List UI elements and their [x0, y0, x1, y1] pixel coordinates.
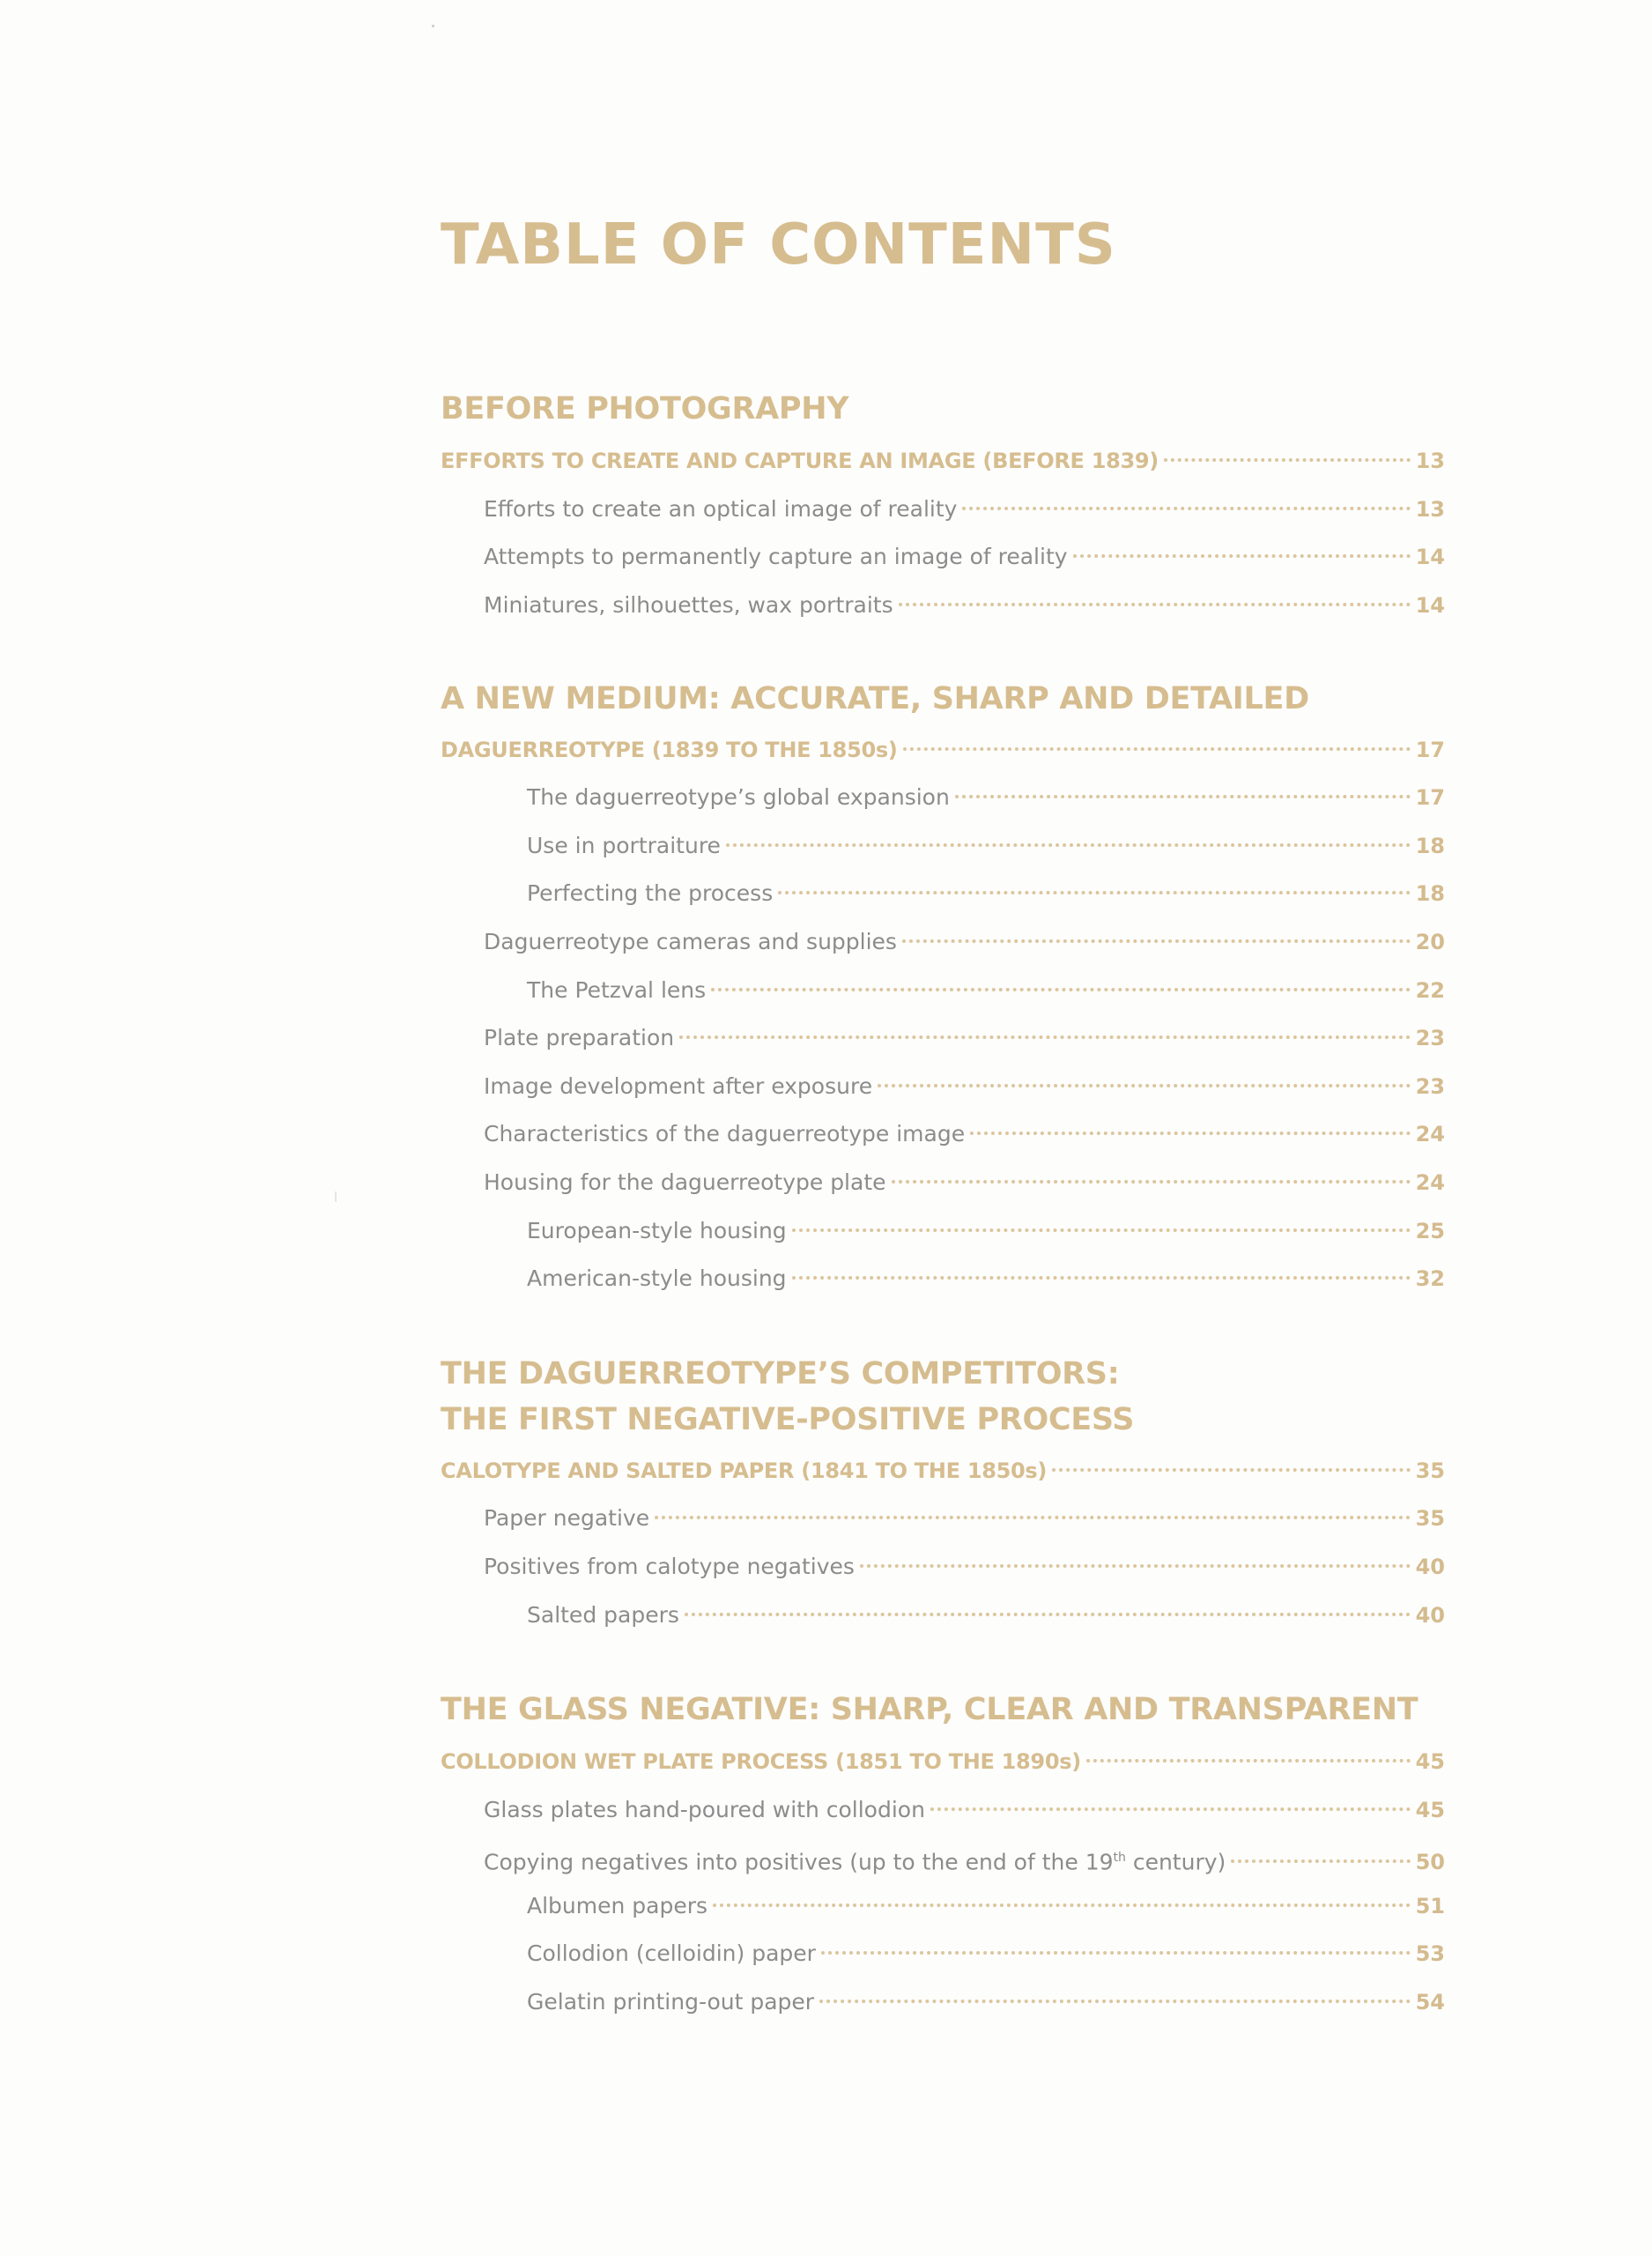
toc-entry[interactable] — [527, 1255, 1445, 1302]
toc-entry[interactable] — [527, 870, 1445, 917]
dot-leader — [930, 1807, 1411, 1811]
toc-entry-label: Efforts to create an optical image of reality — [484, 496, 958, 522]
toc-page-number: 25 — [1415, 1219, 1445, 1243]
toc-entry-label: Glass plates hand-poured with collodion — [484, 1797, 925, 1822]
dot-leader — [892, 1180, 1411, 1184]
dot-leader — [962, 507, 1410, 510]
dot-leader — [1164, 458, 1411, 462]
toc-entry[interactable] — [527, 1882, 1445, 1930]
toc-entry-label: Salted papers — [527, 1602, 679, 1628]
toc-page-number: 32 — [1415, 1266, 1445, 1291]
dot-leader — [1231, 1859, 1410, 1863]
toc-entry-label: COLLODION WET PLATE PROCESS (1851 TO THE 1890s) — [441, 1749, 1081, 1774]
section-heading-before-photography: BEFORE PHOTOGRAPHY — [441, 391, 849, 427]
toc-page-number: 23 — [1415, 1074, 1445, 1099]
toc-page-number: 35 — [1415, 1506, 1445, 1531]
toc-page-number: 51 — [1415, 1894, 1445, 1918]
toc-entry-label — [484, 1834, 1226, 1886]
toc-entry[interactable] — [441, 437, 1445, 485]
toc-entry-label: Positives from calotype negatives — [484, 1554, 855, 1579]
toc-page-number: 13 — [1415, 497, 1445, 522]
toc-entry-label: Use in portraiture — [527, 833, 721, 858]
toc-page-number: 24 — [1415, 1122, 1445, 1147]
toc-entry[interactable] — [441, 726, 1445, 774]
scan-mark — [335, 1191, 337, 1202]
toc-entry-label-part: century) — [1125, 1849, 1226, 1875]
toc-entry-label: DAGUERREOTYPE (1839 TO THE 1850s) — [441, 738, 898, 762]
dot-leader — [903, 747, 1411, 751]
section-heading-competitors-line-1: THE DAGUERREOTYPE’S COMPETITORS: — [441, 1356, 1120, 1391]
toc-entry-label: Collodion (celloidin) paper — [527, 1941, 816, 1966]
toc-entry[interactable] — [484, 582, 1445, 629]
toc-page-number: 50 — [1415, 1850, 1445, 1875]
toc-entry-label: Gelatin printing-out paper — [527, 1989, 815, 2015]
section-heading-glass-negative: THE GLASS NEGATIVE: SHARP, CLEAR AND TRANSPARENT — [441, 1692, 1419, 1727]
toc-entry[interactable] — [484, 1786, 1445, 1834]
dot-leader — [902, 939, 1411, 943]
toc-entry-label: EFFORTS TO CREATE AND CAPTURE AN IMAGE (BEFORE 1839) — [441, 449, 1159, 473]
toc-entry[interactable] — [527, 1207, 1445, 1255]
toc-entry-label: Housing for the daguerreotype plate — [484, 1169, 886, 1195]
dot-leader — [821, 1951, 1411, 1955]
toc-page-number: 24 — [1415, 1170, 1445, 1195]
dot-leader — [726, 843, 1411, 847]
toc-page-number: 20 — [1415, 930, 1445, 954]
toc-entry-label: Daguerreotype cameras and supplies — [484, 929, 897, 954]
dot-leader — [955, 795, 1411, 798]
toc-entry-label: Plate preparation — [484, 1025, 675, 1050]
toc-entry-label-part: Copying negatives into positives (up to the end of the 19 — [484, 1849, 1114, 1875]
toc-entry-label: Albumen papers — [527, 1893, 708, 1918]
toc-entry-label: American-style housing — [527, 1265, 787, 1291]
dot-leader — [778, 891, 1410, 894]
toc-page-number: 54 — [1415, 1990, 1445, 2015]
page-title: TABLE OF CONTENTS — [441, 212, 1116, 278]
toc-page-number: 17 — [1415, 785, 1445, 810]
toc-entry[interactable] — [484, 486, 1445, 533]
dot-leader — [1086, 1759, 1411, 1762]
section-heading-new-medium: A NEW MEDIUM: ACCURATE, SHARP AND DETAILED — [441, 681, 1309, 716]
toc-page-number: 18 — [1415, 881, 1445, 906]
toc-page-number: 13 — [1415, 449, 1445, 473]
toc-entry[interactable] — [484, 1543, 1445, 1591]
dot-leader — [655, 1516, 1411, 1519]
toc-entry[interactable] — [484, 1110, 1445, 1158]
toc-entry-label: Perfecting the process — [527, 880, 774, 906]
toc-entry-label: European-style housing — [527, 1218, 787, 1243]
toc-entry[interactable] — [484, 1014, 1445, 1062]
dot-leader — [1052, 1468, 1411, 1472]
toc-page-number: 45 — [1415, 1749, 1445, 1774]
dot-leader — [860, 1564, 1411, 1568]
toc-entry[interactable] — [484, 1063, 1445, 1110]
dot-leader — [792, 1228, 1411, 1232]
toc-entry[interactable] — [484, 918, 1445, 966]
scan-speck — [432, 25, 434, 27]
dot-leader — [679, 1035, 1410, 1039]
toc-entry[interactable] — [527, 1930, 1445, 1978]
toc-entry-label: Image development after exposure — [484, 1073, 873, 1099]
toc-page-number: 53 — [1415, 1941, 1445, 1966]
dot-leader — [899, 603, 1411, 606]
dot-leader — [713, 1904, 1411, 1907]
toc-entry-label: The daguerreotype’s global expansion — [527, 784, 950, 810]
dot-leader — [878, 1084, 1411, 1087]
toc-page-number: 45 — [1415, 1798, 1445, 1822]
toc-entry-label: Attempts to permanently capture an image of reality — [484, 544, 1068, 569]
toc-entry-label: The Petzval lens — [527, 977, 707, 1003]
toc-entry-label: Miniatures, silhouettes, wax portraits — [484, 592, 893, 618]
dot-leader — [685, 1613, 1411, 1616]
section-heading-competitors-line-2: THE FIRST NEGATIVE-POSITIVE PROCESS — [441, 1402, 1135, 1437]
toc-entry[interactable] — [484, 1159, 1445, 1206]
superscript-th: th — [1113, 1851, 1126, 1865]
dot-leader — [792, 1276, 1411, 1280]
toc-page-number: 17 — [1415, 738, 1445, 762]
toc-page-number: 23 — [1415, 1026, 1445, 1050]
toc-entry[interactable] — [527, 1978, 1445, 2026]
toc-entry[interactable] — [484, 1834, 1445, 1881]
toc-entry-label: CALOTYPE AND SALTED PAPER (1841 TO THE 1850s) — [441, 1458, 1048, 1483]
toc-page-number: 22 — [1415, 978, 1445, 1003]
toc-entry[interactable] — [441, 1447, 1445, 1495]
dot-leader — [1073, 554, 1411, 558]
toc-page-number: 35 — [1415, 1458, 1445, 1483]
toc-page-number: 14 — [1415, 593, 1445, 618]
toc-entry[interactable] — [484, 1495, 1445, 1542]
toc-entry[interactable] — [527, 967, 1445, 1014]
toc-page-number: 40 — [1415, 1555, 1445, 1579]
toc-entry[interactable] — [527, 774, 1445, 821]
toc-page-number: 18 — [1415, 834, 1445, 858]
dot-leader — [819, 2000, 1411, 2003]
toc-entry-label: Characteristics of the daguerreotype image — [484, 1121, 966, 1147]
toc-entry[interactable] — [527, 822, 1445, 870]
dot-leader — [711, 988, 1410, 991]
toc-page-number: 14 — [1415, 545, 1445, 569]
dot-leader — [970, 1132, 1411, 1135]
toc-entry-label: Paper negative — [484, 1505, 650, 1531]
toc-entry[interactable] — [441, 1738, 1445, 1785]
toc-entry[interactable] — [527, 1592, 1445, 1639]
toc-page-number: 40 — [1415, 1603, 1445, 1628]
toc-entry[interactable] — [484, 533, 1445, 581]
